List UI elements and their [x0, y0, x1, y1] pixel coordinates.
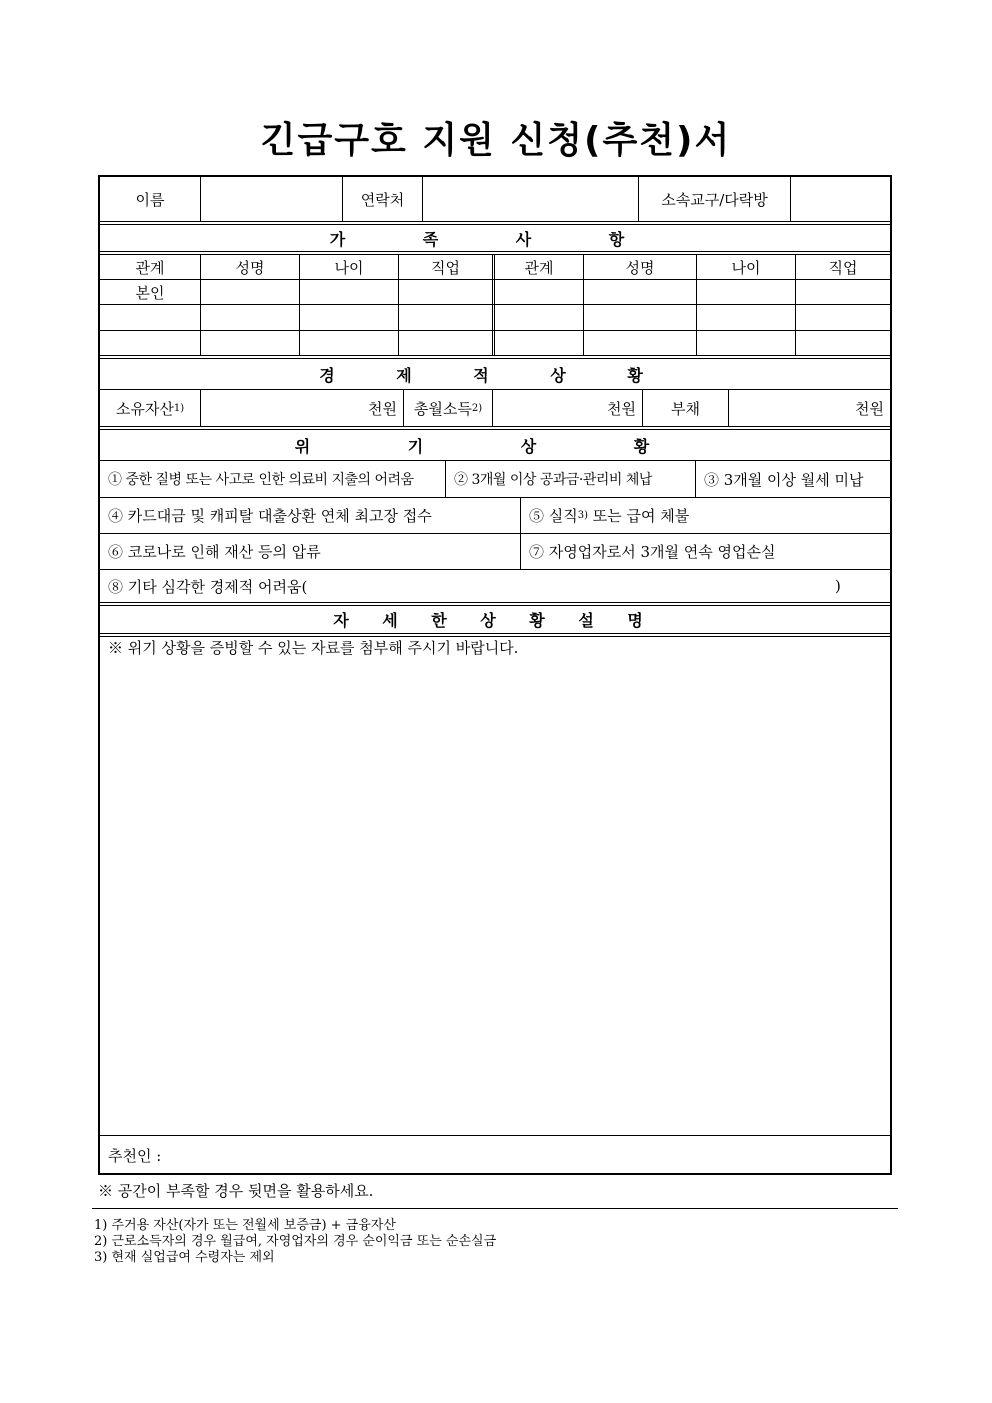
- family-field[interactable]: [795, 305, 890, 330]
- family-field[interactable]: [299, 305, 398, 330]
- family-field[interactable]: [299, 331, 398, 355]
- family-field[interactable]: [492, 331, 583, 355]
- family-col-name: 성명: [200, 255, 299, 279]
- debt-label: 부채: [642, 390, 728, 426]
- footnote-3: 3) 현재 실업급여 수령자는 제외: [94, 1250, 275, 1265]
- family-section-title: 가 족 사 항: [329, 229, 661, 249]
- footnote-2: 2) 근로소득자의 경우 월급여, 자영업자의 경우 순이익금 또는 순손실금: [94, 1234, 497, 1249]
- family-col-job: 직업: [398, 255, 492, 279]
- family-field[interactable]: [100, 305, 200, 330]
- crisis-section-title: 위 기 상 황: [294, 436, 696, 456]
- detail-section-title: 자 세 한 상 황 설 명: [333, 611, 657, 630]
- debt-field[interactable]: [728, 390, 890, 426]
- family-field[interactable]: [583, 280, 696, 304]
- crisis-row-2: [100, 498, 890, 533]
- family-col-relation: 관계: [135, 258, 165, 277]
- crisis-item-6[interactable]: ⑥ 코로나로 인해 재산 등의 압류: [108, 543, 321, 561]
- family-field[interactable]: [200, 305, 299, 330]
- family-header-row: [100, 255, 890, 279]
- assets-label: 소유자산 1): [115, 399, 185, 418]
- economy-row: [100, 390, 890, 426]
- family-row-1: [100, 280, 890, 304]
- name-field[interactable]: [200, 177, 342, 221]
- debt-unit: 천원: [855, 399, 884, 418]
- family-field[interactable]: [583, 305, 696, 330]
- crisis-item-8[interactable]: ⑧ 기타 심각한 경제적 어려움(: [108, 577, 308, 596]
- parish-label: 소속교구/다락방: [638, 177, 790, 221]
- crisis-item-5[interactable]: ⑤ 실직 3) 또는 급여 체불: [520, 498, 890, 533]
- family-field[interactable]: [398, 280, 492, 304]
- family-col-name-2: 성명: [583, 255, 696, 279]
- contact-field[interactable]: [422, 177, 638, 221]
- crisis-row-3: [100, 534, 890, 569]
- page-title: 긴급구호 지원 신청(추천)서: [260, 120, 732, 161]
- family-field[interactable]: [696, 305, 795, 330]
- detail-note: ※ 위기 상황을 증빙할 수 있는 자료를 첨부해 주시기 바랍니다.: [108, 639, 519, 657]
- family-field[interactable]: [299, 280, 398, 304]
- contact-label: 연락처: [342, 177, 422, 221]
- family-row-2: [100, 305, 890, 330]
- self-label: 본인: [135, 283, 165, 302]
- family-field[interactable]: [795, 331, 890, 355]
- crisis-item-2[interactable]: ② 3개월 이상 공과금·관리비 체납: [445, 461, 695, 497]
- family-field[interactable]: [492, 305, 583, 330]
- income-unit: 천원: [607, 399, 636, 418]
- detail-textarea[interactable]: [100, 655, 890, 1135]
- crisis-item-4[interactable]: ④ 카드대금 및 캐피탈 대출상환 연체 최고장 접수: [108, 507, 432, 525]
- family-field[interactable]: [583, 331, 696, 355]
- family-field[interactable]: [398, 331, 492, 355]
- bottom-note: ※ 공간이 부족할 경우 뒷면을 활용하세요.: [98, 1182, 374, 1200]
- family-field[interactable]: [100, 331, 200, 355]
- family-field[interactable]: [696, 280, 795, 304]
- income-label: 총월소득 2): [403, 390, 492, 426]
- family-col-job-2: 직업: [795, 255, 890, 279]
- family-field[interactable]: [795, 280, 890, 304]
- crisis-row-4: [100, 570, 890, 602]
- income-field[interactable]: [492, 390, 642, 426]
- parish-field[interactable]: [790, 177, 890, 221]
- assets-field[interactable]: [200, 390, 403, 426]
- crisis-item-1[interactable]: ① 중한 질병 또는 사고로 인한 의료비 지출의 어려움: [108, 472, 414, 488]
- recommender-field[interactable]: [300, 1136, 890, 1174]
- footnote-1: 1) 주거용 자산(자가 또는 전월세 보증금) + 금융자산: [94, 1218, 396, 1233]
- family-col-age-2: 나이: [696, 255, 795, 279]
- family-row-3: [100, 331, 890, 355]
- economy-section-title: 경 제 적 상 황: [319, 365, 671, 385]
- applicant-row: [100, 177, 890, 221]
- name-label: 이름: [135, 190, 165, 209]
- family-col-relation-2: 관계: [492, 255, 583, 279]
- family-field[interactable]: [492, 280, 583, 304]
- crisis-item-8-close: ): [835, 577, 841, 595]
- family-field[interactable]: [398, 305, 492, 330]
- crisis-item-7[interactable]: ⑦ 자영업자로서 3개월 연속 영업손실: [520, 534, 890, 569]
- family-field[interactable]: [200, 280, 299, 304]
- family-field[interactable]: [200, 331, 299, 355]
- footnote-divider: [92, 1208, 898, 1209]
- family-col-age: 나이: [299, 255, 398, 279]
- recommender-row: [100, 1136, 890, 1174]
- crisis-item-3[interactable]: ③ 3개월 이상 월세 미납: [695, 461, 890, 497]
- family-field[interactable]: [696, 331, 795, 355]
- recommender-label: 추천인 :: [108, 1146, 162, 1165]
- crisis-row-1: [100, 461, 890, 497]
- assets-unit: 천원: [368, 399, 397, 418]
- application-form: [98, 175, 892, 1175]
